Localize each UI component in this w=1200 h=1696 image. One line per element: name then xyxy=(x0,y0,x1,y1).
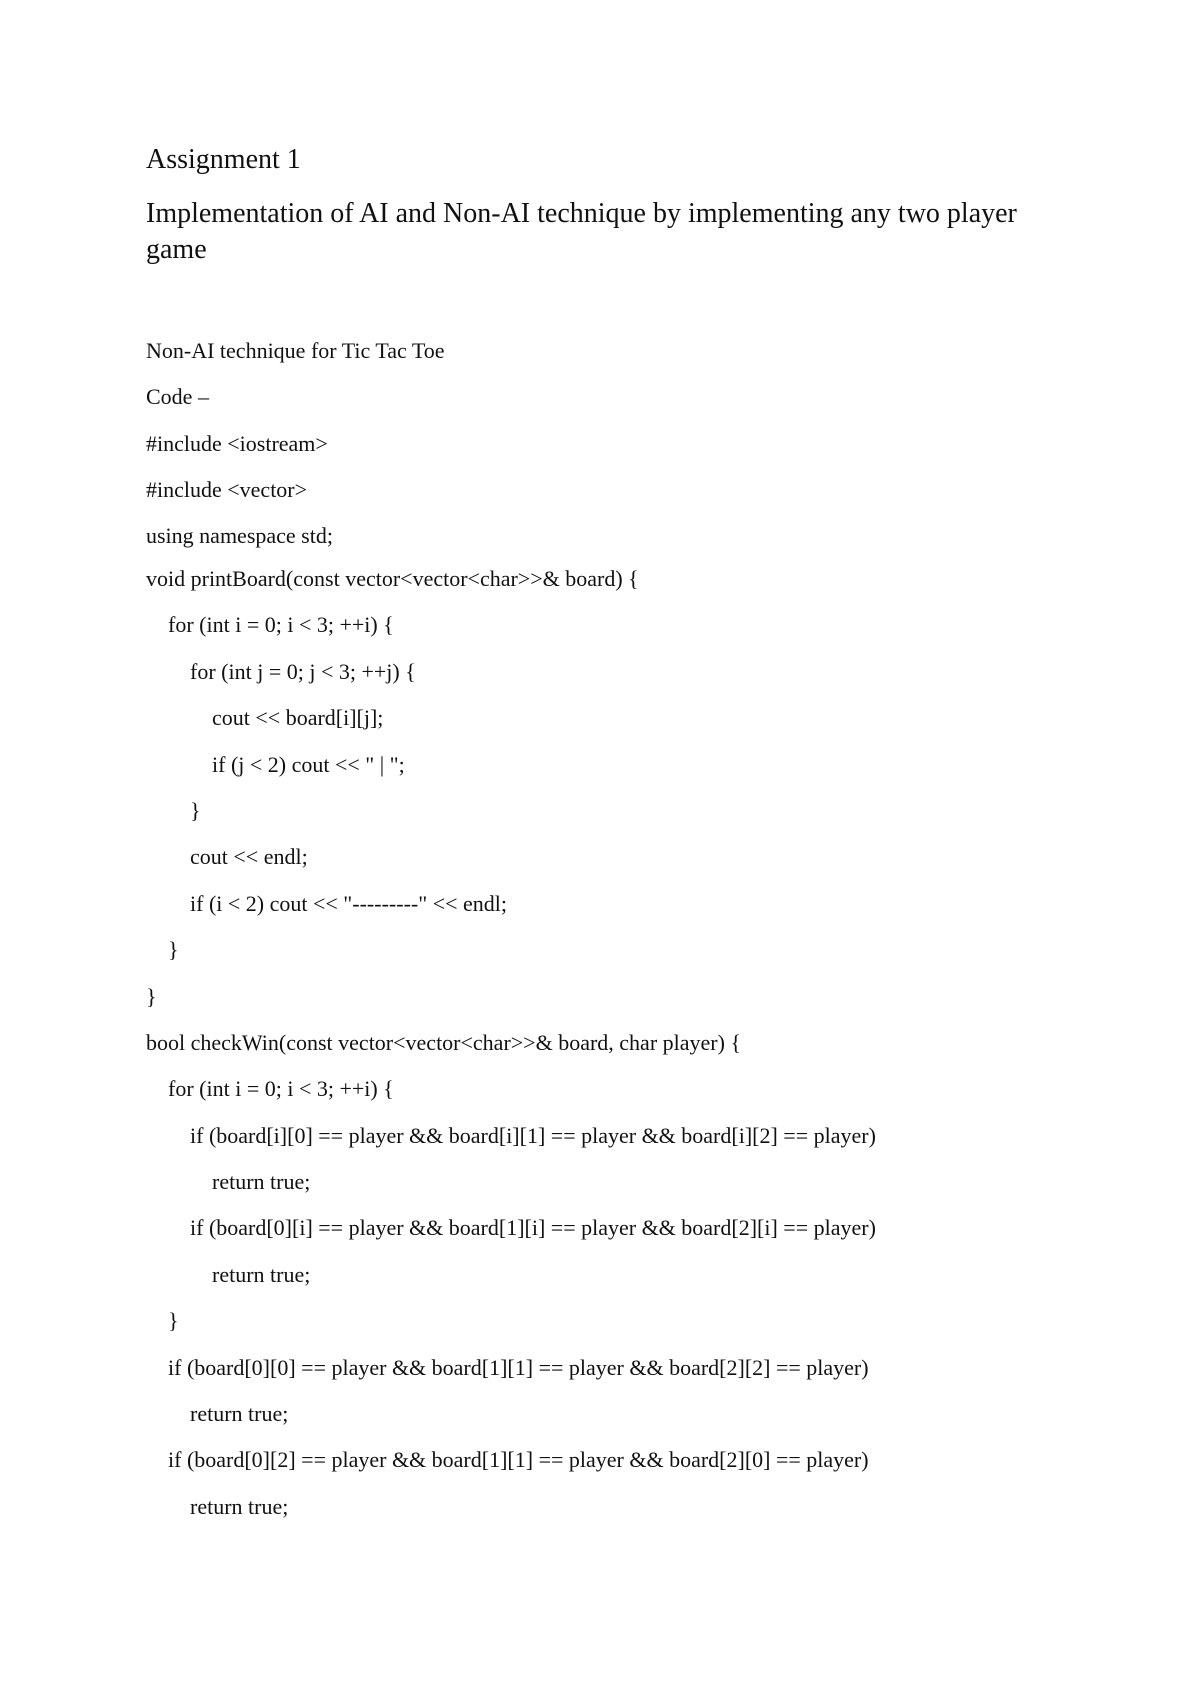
code-line: if (board[0][2] == player && board[1][1] == player && board[2][0] == player) xyxy=(146,1447,869,1473)
code-line: } xyxy=(146,797,201,823)
code-block xyxy=(146,565,876,1539)
code-line: return true; xyxy=(146,1401,289,1427)
code-line: void printBoard(const vector<vector<char>>& board) { xyxy=(146,566,639,591)
code-line: return true; xyxy=(146,1169,311,1195)
code-line: if (board[0][0] == player && board[1][1] == player && board[2][2] == player) xyxy=(146,1354,869,1380)
code-line: return true; xyxy=(146,1493,289,1519)
include-iostream-line: #include <iostream> xyxy=(146,431,328,456)
code-line: for (int i = 0; i < 3; ++i) { xyxy=(146,612,394,638)
code-label: Code – xyxy=(146,384,209,409)
code-line: } xyxy=(146,937,179,963)
code-line: if (i < 2) cout << "---------" << endl; xyxy=(146,890,508,916)
document-subtitle: Implementation of AI and Non-AI technique by implementing any two player game xyxy=(146,198,1017,265)
code-line: if (board[0][i] == player && board[1][i] == player && board[2][i] == player) xyxy=(146,1215,876,1241)
code-line: bool checkWin(const vector<vector<char>>& board, char player) { xyxy=(146,1029,741,1055)
code-line: cout << board[i][j]; xyxy=(146,705,384,731)
code-line: for (int j = 0; j < 3; ++j) { xyxy=(146,658,416,684)
code-line: if (board[i][0] == player && board[i][1] == player && board[i][2] == player) xyxy=(146,1122,876,1148)
document-title: Assignment 1 xyxy=(146,144,301,175)
code-line: for (int i = 0; i < 3; ++i) { xyxy=(146,1076,394,1102)
code-line: } xyxy=(146,983,157,1009)
section-heading: Non-AI technique for Tic Tac Toe xyxy=(146,338,445,363)
code-line: } xyxy=(146,1308,179,1334)
code-line: cout << endl; xyxy=(146,844,308,870)
include-vector-line: #include <vector> xyxy=(146,477,308,502)
namespace-line: using namespace std; xyxy=(146,523,333,548)
code-line: if (j < 2) cout << " | "; xyxy=(146,751,405,777)
code-line: return true; xyxy=(146,1261,311,1287)
